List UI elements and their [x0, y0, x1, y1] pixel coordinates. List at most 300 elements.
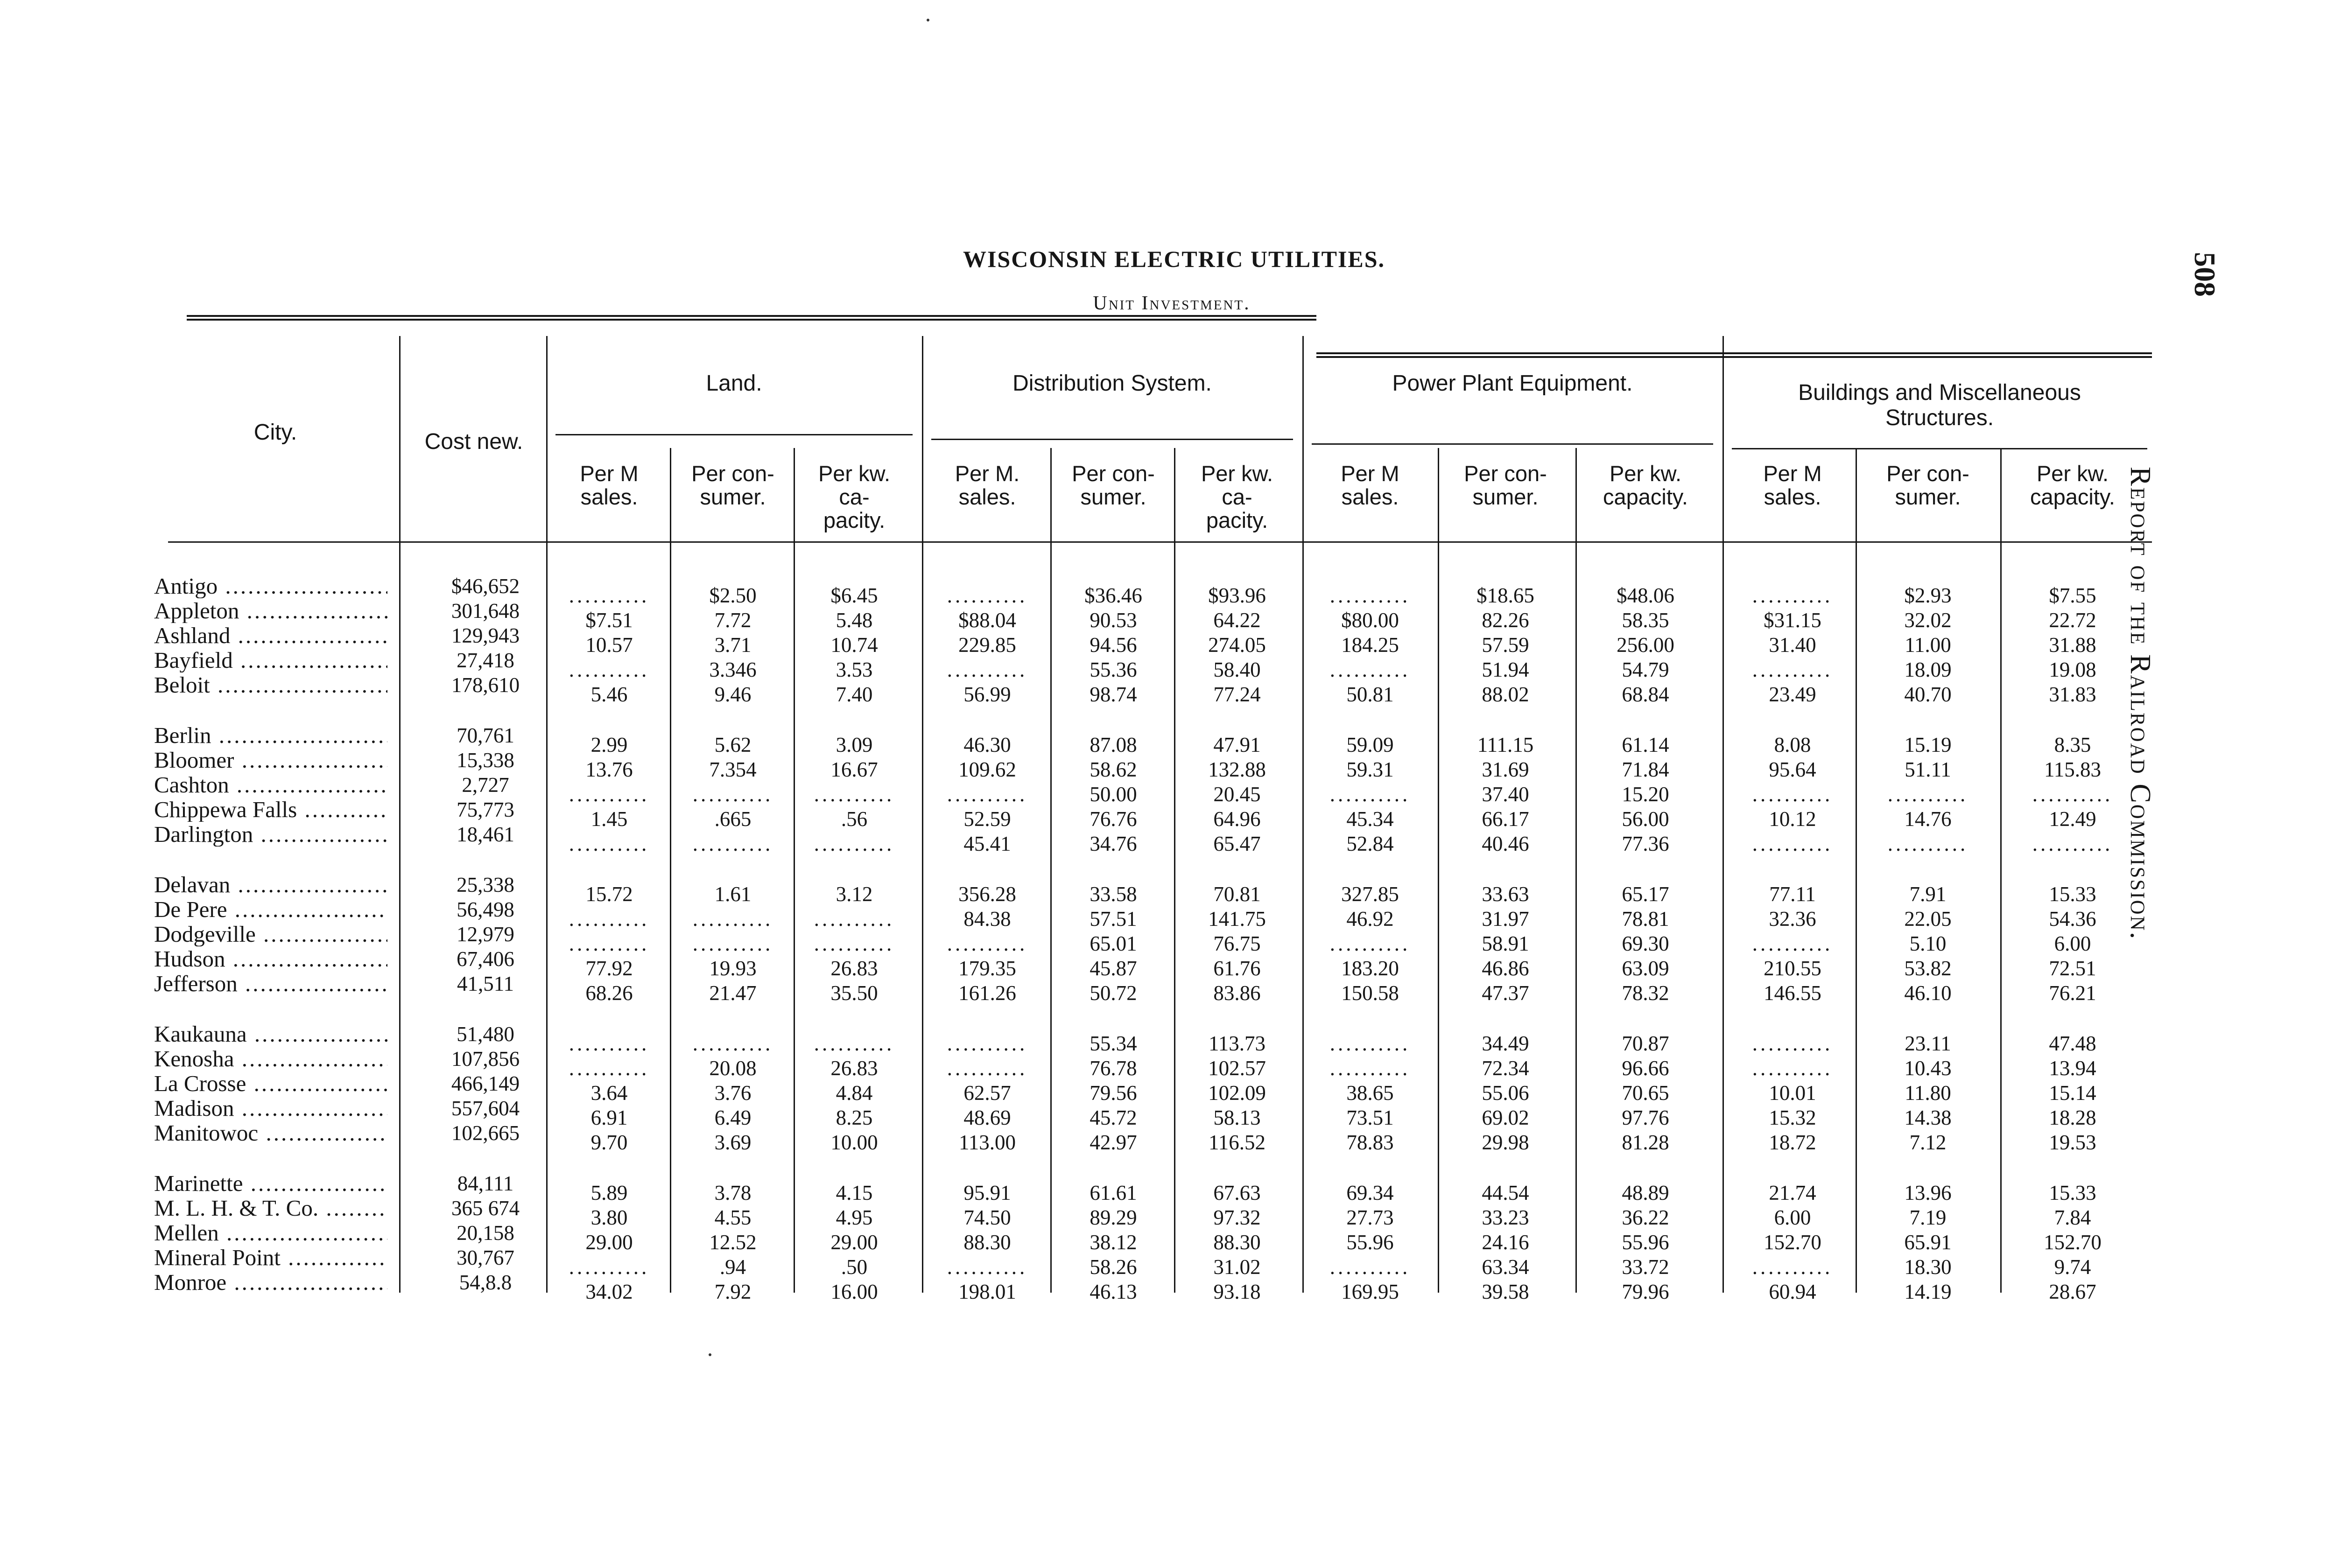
value-cell: 7.91	[1909, 882, 1947, 906]
city-name: Kenosha .....	[154, 1047, 387, 1071]
value-cell: 152.70	[1764, 1231, 1821, 1254]
value-cell: 10.74	[830, 633, 878, 657]
value-cell: 95.91	[963, 1181, 1011, 1204]
value-cell: $46,652	[451, 574, 520, 598]
group-header-4: Buildings and Miscellaneous Structures.	[1798, 380, 2081, 430]
value-cell: 8.08	[1774, 733, 1811, 756]
value-cell: $36.46	[1084, 584, 1142, 607]
value-cell: 60.94	[1769, 1280, 1816, 1303]
value-cell: 29.00	[830, 1231, 878, 1254]
value-cell: 76.75	[1213, 932, 1261, 955]
group-underline	[1312, 443, 1713, 445]
value-cell: 57.59	[1482, 633, 1529, 657]
value-cell: 10.01	[1769, 1081, 1816, 1105]
value-cell: 466,149	[451, 1072, 520, 1095]
value-cell: 18.30	[1904, 1255, 1952, 1279]
column-rule	[1438, 448, 1439, 1293]
value-cell: 10.00	[830, 1131, 878, 1154]
value-cell: 7.92	[714, 1280, 752, 1303]
value-cell: 97.76	[1622, 1106, 1669, 1129]
cost-new-header: Cost new.	[424, 429, 523, 454]
value-cell: 77.92	[585, 957, 633, 980]
value-cell: 11.80	[1905, 1081, 1951, 1105]
city-name: Manitowoc .....	[154, 1121, 387, 1145]
top-rule	[1316, 356, 2152, 358]
value-cell: 10.57	[585, 633, 633, 657]
city-name: Jefferson .....	[154, 972, 387, 996]
value-cell: 28.67	[2049, 1280, 2096, 1303]
value-cell: 365 674	[451, 1197, 520, 1220]
value-cell: 141.75	[1208, 907, 1266, 931]
value-cell: 152.70	[2044, 1231, 2102, 1254]
blank-cell: ..........	[1329, 1032, 1411, 1055]
blank-cell: ..........	[947, 932, 1028, 955]
value-cell: $7.55	[2049, 584, 2096, 607]
sub-header: Per con- sumer.	[691, 461, 774, 509]
value-cell: 184.25	[1341, 633, 1399, 657]
value-cell: 76.76	[1090, 807, 1137, 831]
value-cell: 47.48	[2049, 1032, 2096, 1055]
value-cell: 10.12	[1769, 807, 1816, 831]
value-cell: 77.24	[1213, 683, 1261, 706]
value-cell: 45.72	[1090, 1106, 1137, 1129]
value-cell: 34.02	[585, 1280, 633, 1303]
group-underline	[1732, 448, 2147, 449]
value-cell: 76.78	[1090, 1057, 1137, 1080]
blank-cell: ..........	[569, 584, 650, 607]
group-header-3: Power Plant Equipment.	[1392, 371, 1633, 396]
sub-header: Per kw. ca- pacity.	[1201, 461, 1273, 532]
value-cell: 35.50	[830, 981, 878, 1005]
blank-cell: ..........	[569, 832, 650, 855]
blank-cell: ..........	[692, 907, 773, 931]
value-cell: 55.96	[1622, 1231, 1669, 1254]
value-cell: 5.89	[591, 1181, 628, 1204]
value-cell: 20,158	[457, 1221, 514, 1245]
value-cell: 55.06	[1482, 1081, 1529, 1105]
value-cell: 161.26	[958, 981, 1016, 1005]
blank-cell: ..........	[569, 1057, 650, 1080]
value-cell: 34.76	[1090, 832, 1137, 855]
city-name: Bloomer .....	[154, 748, 387, 772]
value-cell: 67,406	[457, 947, 514, 971]
running-head: Report of the Railroad Commission.	[2124, 467, 2156, 941]
value-cell: 65.91	[1904, 1231, 1952, 1254]
value-cell: 76.21	[2049, 981, 2096, 1005]
city-name: Beloit .....	[154, 673, 387, 697]
value-cell: 72.51	[2049, 957, 2096, 980]
value-cell: 3.80	[591, 1206, 628, 1229]
value-cell: 24.16	[1482, 1231, 1529, 1254]
value-cell: 16.00	[830, 1280, 878, 1303]
sub-header: Per con- sumer.	[1886, 461, 1969, 509]
value-cell: 63.34	[1482, 1255, 1529, 1279]
value-cell: 27.73	[1346, 1206, 1394, 1229]
blank-cell: ..........	[1329, 1057, 1411, 1080]
value-cell: 25,338	[457, 873, 514, 896]
value-cell: 13.94	[2049, 1057, 2096, 1080]
value-cell: 132.88	[1208, 758, 1266, 781]
value-cell: 12.52	[709, 1231, 757, 1254]
value-cell: 73.51	[1346, 1106, 1394, 1129]
value-cell: 13.96	[1904, 1181, 1952, 1204]
city-name: Marinette .....	[154, 1171, 387, 1196]
column-rule	[399, 336, 401, 1293]
value-cell: 6.91	[591, 1106, 628, 1129]
value-cell: .50	[841, 1255, 868, 1279]
value-cell: 150.58	[1341, 981, 1399, 1005]
value-cell: 113.00	[958, 1131, 1016, 1154]
sub-header: Per kw. ca- pacity.	[818, 461, 891, 532]
value-cell: 18,461	[457, 823, 514, 846]
blank-cell: ..........	[692, 932, 773, 955]
value-cell: 3.76	[714, 1081, 752, 1105]
blank-cell: ..........	[569, 932, 650, 955]
value-cell: 84.38	[963, 907, 1011, 931]
column-rule	[1174, 448, 1175, 1293]
city-name: De Pere .....	[154, 897, 387, 922]
value-cell: 3.64	[591, 1081, 628, 1105]
city-name: Antigo .....	[154, 574, 387, 598]
value-cell: 44.54	[1482, 1181, 1529, 1204]
value-cell: 9.74	[2054, 1255, 2091, 1279]
city-name: Madison .....	[154, 1096, 387, 1120]
value-cell: 55.34	[1090, 1032, 1137, 1055]
value-cell: 62.57	[963, 1081, 1011, 1105]
value-cell: .94	[719, 1255, 746, 1279]
value-cell: 3.12	[836, 882, 873, 906]
value-cell: 13.76	[585, 758, 633, 781]
value-cell: 46.92	[1346, 907, 1394, 931]
value-cell: 84,111	[457, 1172, 514, 1195]
value-cell: 31.02	[1213, 1255, 1261, 1279]
value-cell: 18.09	[1904, 658, 1952, 681]
value-cell: 36.22	[1622, 1206, 1669, 1229]
value-cell: 67.63	[1213, 1181, 1261, 1204]
blank-cell: ..........	[1752, 584, 1833, 607]
value-cell: 41,511	[457, 972, 514, 995]
value-cell: 6.49	[714, 1106, 752, 1129]
value-cell: 33.23	[1482, 1206, 1529, 1229]
value-cell: 15.20	[1622, 783, 1669, 806]
blank-cell: ..........	[692, 1032, 773, 1055]
value-cell: 356.28	[958, 882, 1016, 906]
value-cell: $6.45	[830, 584, 878, 607]
value-cell: 6.00	[1774, 1206, 1811, 1229]
value-cell: 58.35	[1622, 609, 1669, 632]
sub-header: Per kw. capacity.	[2030, 461, 2115, 509]
blank-cell: ..........	[947, 658, 1028, 681]
value-cell: 26.83	[830, 1057, 878, 1080]
value-cell: 14.38	[1904, 1106, 1952, 1129]
sub-header: Per con- sumer.	[1464, 461, 1547, 509]
value-cell: 3.71	[714, 633, 752, 657]
city-name: Ashland .....	[154, 623, 387, 648]
value-cell: 70.65	[1622, 1081, 1669, 1105]
value-cell: 178,610	[451, 673, 520, 697]
value-cell: 8.25	[836, 1106, 873, 1129]
value-cell: 9.46	[714, 683, 752, 706]
value-cell: 31.40	[1769, 633, 1816, 657]
value-cell: 88.30	[963, 1231, 1011, 1254]
column-rule	[1575, 448, 1577, 1293]
ink-speck	[927, 19, 929, 21]
city-name: Bayfield .....	[154, 648, 387, 672]
value-cell: 12.49	[2049, 807, 2096, 831]
value-cell: 54,8.8	[459, 1271, 512, 1294]
value-cell: 51.11	[1905, 758, 1951, 781]
blank-cell: ..........	[1752, 1032, 1833, 1055]
value-cell: 169.95	[1341, 1280, 1399, 1303]
blank-cell: ..........	[1329, 584, 1411, 607]
value-cell: 301,648	[451, 599, 520, 623]
page-subtitle: Unit Investment.	[1093, 293, 1251, 314]
value-cell: 5.46	[591, 683, 628, 706]
value-cell: 51,480	[457, 1022, 514, 1046]
value-cell: 15.72	[585, 882, 633, 906]
sub-header: Per M sales.	[580, 461, 639, 509]
sub-header: Per con- sumer.	[1072, 461, 1155, 509]
value-cell: 111.15	[1477, 733, 1534, 756]
value-cell: 7.72	[714, 609, 752, 632]
value-cell: 56.00	[1622, 807, 1669, 831]
value-cell: 183.20	[1341, 957, 1399, 980]
blank-cell: ..........	[947, 1032, 1028, 1055]
value-cell: 68.84	[1622, 683, 1669, 706]
value-cell: 54.36	[2049, 907, 2096, 931]
value-cell: 66.17	[1482, 807, 1529, 831]
value-cell: 58.91	[1482, 932, 1529, 955]
value-cell: 15,338	[457, 749, 514, 772]
value-cell: 38.12	[1090, 1231, 1137, 1254]
value-cell: 3.09	[836, 733, 873, 756]
value-cell: 20.08	[709, 1057, 757, 1080]
blank-cell: ..........	[569, 783, 650, 806]
value-cell: 64.22	[1213, 609, 1261, 632]
value-cell: $93.96	[1208, 584, 1266, 607]
value-cell: 46.86	[1482, 957, 1529, 980]
value-cell: 210.55	[1764, 957, 1821, 980]
value-cell: 50.72	[1090, 981, 1137, 1005]
value-cell: 102,665	[451, 1121, 520, 1145]
blank-cell: ..........	[1752, 1057, 1833, 1080]
value-cell: $31.15	[1764, 609, 1821, 632]
value-cell: 8.35	[2054, 733, 2091, 756]
value-cell: $18.65	[1476, 584, 1534, 607]
value-cell: 70.87	[1622, 1032, 1669, 1055]
blank-cell: ..........	[1752, 932, 1833, 955]
value-cell: 88.30	[1213, 1231, 1261, 1254]
blank-cell: ..........	[1329, 783, 1411, 806]
header-bottom-rule	[168, 541, 2152, 543]
value-cell: 9.70	[591, 1131, 628, 1154]
value-cell: 7.354	[709, 758, 757, 781]
value-cell: 87.08	[1090, 733, 1137, 756]
value-cell: 22.05	[1904, 907, 1952, 931]
value-cell: 3.69	[714, 1131, 752, 1154]
value-cell: 54.79	[1622, 658, 1669, 681]
blank-cell: ..........	[947, 1255, 1028, 1279]
value-cell: 45.41	[963, 832, 1011, 855]
value-cell: 7.19	[1909, 1206, 1947, 1229]
value-cell: 50.81	[1346, 683, 1394, 706]
value-cell: 82.26	[1482, 609, 1529, 632]
value-cell: 42.97	[1090, 1131, 1137, 1154]
blank-cell: ..........	[814, 1032, 895, 1055]
value-cell: 102.09	[1208, 1081, 1266, 1105]
blank-cell: ..........	[1752, 658, 1833, 681]
group-header-2: Distribution System.	[1012, 371, 1212, 396]
value-cell: 55.36	[1090, 658, 1137, 681]
value-cell: 51.94	[1482, 658, 1529, 681]
city-name: M. L. H. & T. Co. .....	[154, 1196, 387, 1220]
value-cell: 19.08	[2049, 658, 2096, 681]
value-cell: 29.00	[585, 1231, 633, 1254]
city-name: Hudson .....	[154, 947, 387, 971]
value-cell: 2,727	[462, 773, 509, 797]
column-rule	[1302, 336, 1304, 1293]
city-name: Delavan .....	[154, 873, 387, 897]
blank-cell: ..........	[814, 907, 895, 931]
value-cell: 21.74	[1769, 1181, 1816, 1204]
value-cell: 30,767	[457, 1246, 514, 1269]
value-cell: 557,604	[451, 1097, 520, 1120]
value-cell: 61.14	[1622, 733, 1669, 756]
value-cell: 5.48	[836, 609, 873, 632]
blank-cell: ..........	[947, 584, 1028, 607]
value-cell: 97.32	[1213, 1206, 1261, 1229]
value-cell: 19.93	[709, 957, 757, 980]
blank-cell: ..........	[569, 907, 650, 931]
blank-cell: ..........	[692, 783, 773, 806]
page-title: WISCONSIN ELECTRIC UTILITIES.	[963, 246, 1385, 272]
value-cell: 81.28	[1622, 1131, 1669, 1154]
value-cell: 16.67	[830, 758, 878, 781]
column-rule	[794, 448, 795, 1293]
value-cell: 15.33	[2049, 1181, 2096, 1204]
city-name: La Crosse .....	[154, 1071, 387, 1096]
value-cell: 229.85	[958, 633, 1016, 657]
value-cell: 4.95	[836, 1206, 873, 1229]
value-cell: 146.55	[1764, 981, 1821, 1005]
value-cell: $2.50	[709, 584, 757, 607]
value-cell: 46.30	[963, 733, 1011, 756]
value-cell: 72.34	[1482, 1057, 1529, 1080]
value-cell: 3.53	[836, 658, 873, 681]
value-cell: 15.19	[1904, 733, 1952, 756]
value-cell: 31.97	[1482, 907, 1529, 931]
value-cell: 59.09	[1346, 733, 1394, 756]
value-cell: 69.34	[1346, 1181, 1394, 1204]
city-name: Kaukauna .....	[154, 1022, 387, 1046]
value-cell: 47.91	[1213, 733, 1261, 756]
value-cell: 52.84	[1346, 832, 1394, 855]
value-cell: 79.56	[1090, 1081, 1137, 1105]
value-cell: 93.18	[1213, 1280, 1261, 1303]
value-cell: 2.99	[591, 733, 628, 756]
value-cell: 46.13	[1090, 1280, 1137, 1303]
city-name: Dodgeville .....	[154, 922, 387, 946]
value-cell: 38.65	[1346, 1081, 1394, 1105]
value-cell: 79.96	[1622, 1280, 1669, 1303]
value-cell: 58.40	[1213, 658, 1261, 681]
value-cell: 102.57	[1208, 1057, 1266, 1080]
value-cell: 107,856	[451, 1047, 520, 1071]
value-cell: 75,773	[457, 798, 514, 821]
blank-cell: ..........	[569, 658, 650, 681]
value-cell: 23.11	[1905, 1032, 1951, 1055]
value-cell: 94.56	[1090, 633, 1137, 657]
sub-header: Per M sales.	[1341, 461, 1399, 509]
value-cell: $2.93	[1904, 584, 1952, 607]
blank-cell: ..........	[2032, 783, 2113, 806]
value-cell: 109.62	[958, 758, 1016, 781]
value-cell: 11.00	[1905, 633, 1951, 657]
blank-cell: ..........	[814, 832, 895, 855]
value-cell: 40.70	[1904, 683, 1952, 706]
value-cell: 18.28	[2049, 1106, 2096, 1129]
value-cell: 59.31	[1346, 758, 1394, 781]
value-cell: 129,943	[451, 624, 520, 647]
value-cell: 78.81	[1622, 907, 1669, 931]
value-cell: 69.02	[1482, 1106, 1529, 1129]
value-cell: 78.83	[1346, 1131, 1394, 1154]
value-cell: 4.15	[836, 1181, 873, 1204]
value-cell: 12,979	[457, 923, 514, 946]
value-cell: 4.84	[836, 1081, 873, 1105]
value-cell: 96.66	[1622, 1057, 1669, 1080]
value-cell: 29.98	[1482, 1131, 1529, 1154]
sub-header: Per kw. capacity.	[1603, 461, 1688, 509]
value-cell: 88.02	[1482, 683, 1529, 706]
value-cell: 6.00	[2054, 932, 2091, 955]
value-cell: 15.14	[2049, 1081, 2096, 1105]
blank-cell: ..........	[1887, 783, 1968, 806]
column-rule	[1722, 336, 1724, 1293]
value-cell: 61.61	[1090, 1181, 1137, 1204]
column-rule	[670, 448, 671, 1293]
value-cell: 68.26	[585, 981, 633, 1005]
value-cell: 46.10	[1904, 981, 1952, 1005]
city-name: Berlin .....	[154, 723, 387, 748]
value-cell: 39.58	[1482, 1280, 1529, 1303]
blank-cell: ..........	[1329, 932, 1411, 955]
value-cell: $48.06	[1617, 584, 1674, 607]
column-rule	[1856, 448, 1857, 1293]
value-cell: 115.83	[2044, 758, 2102, 781]
ink-speck	[709, 1353, 711, 1356]
value-cell: 31.83	[2049, 683, 2096, 706]
blank-cell: ..........	[1329, 658, 1411, 681]
blank-cell: ..........	[1752, 832, 1833, 855]
sub-header: Per M. sales.	[955, 461, 1020, 509]
value-cell: 65.17	[1622, 882, 1669, 906]
value-cell: 14.19	[1904, 1280, 1952, 1303]
value-cell: 327.85	[1341, 882, 1399, 906]
blank-cell: ..........	[1752, 1255, 1833, 1279]
value-cell: 77.36	[1622, 832, 1669, 855]
value-cell: 98.74	[1090, 683, 1137, 706]
value-cell: 64.96	[1213, 807, 1261, 831]
value-cell: 32.36	[1769, 907, 1816, 931]
value-cell: 15.33	[2049, 882, 2096, 906]
value-cell: 40.46	[1482, 832, 1529, 855]
value-cell: 32.02	[1904, 609, 1952, 632]
page-number: 508	[2188, 252, 2222, 297]
value-cell: 34.49	[1482, 1032, 1529, 1055]
value-cell: .56	[841, 807, 868, 831]
value-cell: 7.84	[2054, 1206, 2091, 1229]
